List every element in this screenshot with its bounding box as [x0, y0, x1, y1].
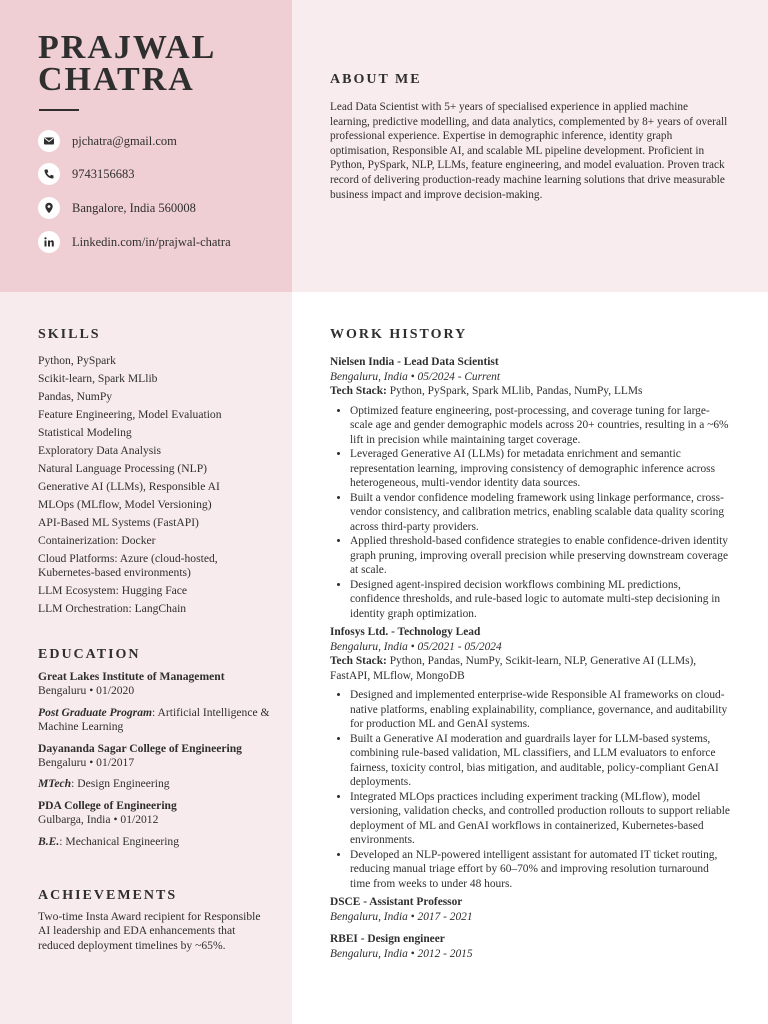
- edu-degree-text: : Artificial Intelligence & Machine Learning: [38, 705, 270, 734]
- achievements-text: Two-time Insta Award recipient for Responsible AI leadership and EDA enhancements that reduced deployment timelines by ~65%.: [38, 910, 261, 952]
- edu-degree-text: : Mechanical Engineering: [59, 834, 180, 848]
- job-bullet: • Integrated MLOps practices including experiment tracking (MLflow), model versioning, validation checks, and controlled production rollouts to support reliable deployment of ML and GenAI workflows in containerized, Kubernetes-based environments.: [350, 790, 730, 848]
- job-meta: Bengaluru, India • 05/2024 - Current: [330, 370, 500, 383]
- candidate-name: [38, 29, 217, 98]
- linkedin-text[interactable]: Linkedin.com/in/prajwal-chatra: [72, 234, 231, 249]
- education-title: EDUCATION: [38, 647, 141, 662]
- location-text: Bangalore, India 560008: [72, 200, 196, 215]
- phone-icon: [38, 163, 60, 185]
- skill-item: Statistical Modeling: [38, 426, 132, 439]
- skill-item: Exploratory Data Analysis: [38, 444, 161, 457]
- contact-linkedin[interactable]: [38, 231, 288, 253]
- job-entry: [330, 355, 730, 621]
- education-list: [38, 670, 278, 856]
- edu-degree: [38, 777, 278, 791]
- name-first: PRAJWAL: [38, 29, 217, 66]
- edu-degree-label: MTech: [38, 777, 72, 791]
- job-bullet: • Developed an NLP-powered intelligent assistant for automated IT ticket routing, reducing manual triage effort by 60–70% and improving resolution turnaround time from weeks to under 48 hours.: [350, 848, 730, 892]
- job-title: RBEI - Design engineer: [330, 933, 445, 945]
- skill-item: Pandas, NumPy: [38, 390, 113, 403]
- skill-item: LLM Orchestration: LangChain: [38, 602, 187, 616]
- job-entry: [330, 932, 730, 961]
- skill-item: Natural Language Processing (NLP): [38, 462, 208, 475]
- phone-text: 9743156683: [72, 166, 135, 181]
- edu-meta: Bengaluru • 01/2017: [38, 756, 135, 770]
- job-title: DSCE - Assistant Professor: [330, 896, 463, 908]
- tech-stack-text: Python, Pandas, NumPy, Scikit-learn, NLP, Generative AI (LLMs), FastAPI, MLflow, MongoDB: [330, 655, 697, 682]
- edu-meta: Gulbarga, India • 01/2012: [38, 813, 159, 827]
- job-entry: [330, 895, 730, 924]
- edu-school: Great Lakes Institute of Management: [38, 670, 225, 683]
- job-bullet: • Applied threshold-based confidence strategies to enable confidence-driven identity graph pruning, improving overall precision while preserving downstream coverage at scale.: [350, 534, 730, 578]
- achievements-title: ACHIEVEMENTS: [38, 888, 178, 903]
- skill-item: Cloud Platforms: Azure (cloud-hosted, Kubernetes-based environments): [38, 552, 218, 580]
- edu-school: Dayananda Sagar College of Engineering: [38, 741, 242, 755]
- edu-degree-label: B.E.: [38, 834, 60, 848]
- skill-item: Generative AI (LLMs), Responsible AI: [38, 480, 220, 493]
- tech-stack-label: Tech Stack:: [330, 385, 387, 397]
- contact-location: [38, 197, 288, 219]
- job-meta: Bengaluru, India • 2012 - 2015: [330, 947, 473, 960]
- about-text: Lead Data Scientist with 5+ years of specialised experience in applied machine learning, predictive modelling, and data analytics, complemented by 8+ years of overall professional experience. Expertise in demographic inference, identity graph optimisation, Responsible AI, and scalable ML pipeline development. Proficient in Python, PySpark, NLP, LLMs, feature engineering, and model evaluation. Proven track record of delivering production-ready machine learning solutions that drive measurable business impact and improve decision-making.: [330, 101, 728, 201]
- skills-title: SKILLS: [38, 327, 101, 342]
- job-tech-stack: [330, 384, 730, 399]
- job-bullet: • Leveraged Generative AI (LLMs) for metadata enrichment and semantic representation learning, improving consistency of demographic inference across heterogeneous, multi-vendor identity data sources.: [350, 447, 730, 491]
- job-title: Infosys Ltd. - Technology Lead: [330, 626, 481, 638]
- skill-item: Feature Engineering, Model Evaluation: [38, 408, 222, 421]
- job-bullet: • Designed and implemented enterprise-wide Responsible AI frameworks on cloud-native platforms, enabling explainability, compliance, governance, and auditability for production ML and GenAI systems.: [350, 688, 730, 732]
- job-meta: Bengaluru, India • 05/2021 - 05/2024: [330, 640, 502, 653]
- job-title: Nielsen India - Lead Data Scientist: [330, 356, 499, 368]
- job-bullet: • Optimized feature engineering, post-processing, and coverage tuning for large-scale age and gender demographic models across 20+ countries, resulting in a ~6% lift in precision while maintaining target coverage.: [350, 404, 730, 448]
- job-bullets: [330, 688, 730, 891]
- linkedin-icon: [38, 231, 60, 253]
- job-tech-stack: [330, 654, 730, 683]
- work-history-title: WORK HISTORY: [330, 327, 468, 342]
- skill-item: Python, PySpark: [38, 354, 116, 367]
- skill-item: LLM Ecosystem: Hugging Face: [38, 584, 188, 598]
- edu-degree: [38, 835, 278, 849]
- location-pin-icon: [38, 197, 60, 219]
- job-bullet: • Built a vendor confidence modeling framework using linkage performance, cross-vendor consistency, and calibration metrics, enabling scalable data quality scoring across third-party providers.: [350, 491, 730, 535]
- job-entry: [330, 625, 730, 891]
- skill-item: API-Based ML Systems (FastAPI): [38, 516, 199, 529]
- work-history: [330, 355, 730, 964]
- name-divider: [39, 109, 79, 111]
- skill-item: Containerization: Docker: [38, 534, 156, 547]
- edu-degree-label: Post Graduate Program: [38, 705, 153, 719]
- skill-item: MLOps (MLflow, Model Versioning): [38, 498, 212, 511]
- edu-school: PDA College of Engineering: [38, 798, 177, 812]
- job-meta: Bengaluru, India • 2017 - 2021: [330, 910, 473, 923]
- contact-phone[interactable]: [38, 163, 288, 185]
- name-last: CHATRA: [38, 61, 195, 98]
- edu-degree: [38, 706, 278, 735]
- skills-list: [38, 354, 283, 620]
- job-bullets: [330, 404, 730, 622]
- email-icon: [38, 130, 60, 152]
- about-title: ABOUT ME: [330, 72, 422, 87]
- edu-degree-text: : Design Engineering: [71, 777, 170, 791]
- job-bullet: • Built a Generative AI moderation and guardrails layer for LLM-based systems, combining rule-based validation, ML classifiers, and LLM evaluators to enforce fairness, toxicity control, bias mitigation, and auditable, policy-compliant GenAI deployments.: [350, 732, 730, 790]
- job-bullet: • Designed agent-inspired decision workflows combining ML predictions, confidence thresholds, and rule-based logic to automate multi-step decisioning in identity graph optimization.: [350, 578, 730, 622]
- tech-stack-text: Python, PySpark, Spark MLlib, Pandas, NumPy, LLMs: [386, 385, 643, 397]
- skill-item: Scikit-learn, Spark MLlib: [38, 372, 158, 385]
- email-text[interactable]: pjchatra@gmail.com: [72, 133, 177, 148]
- edu-meta: Bengaluru • 01/2020: [38, 684, 135, 698]
- contact-email[interactable]: [38, 130, 288, 152]
- tech-stack-label: Tech Stack:: [330, 655, 387, 667]
